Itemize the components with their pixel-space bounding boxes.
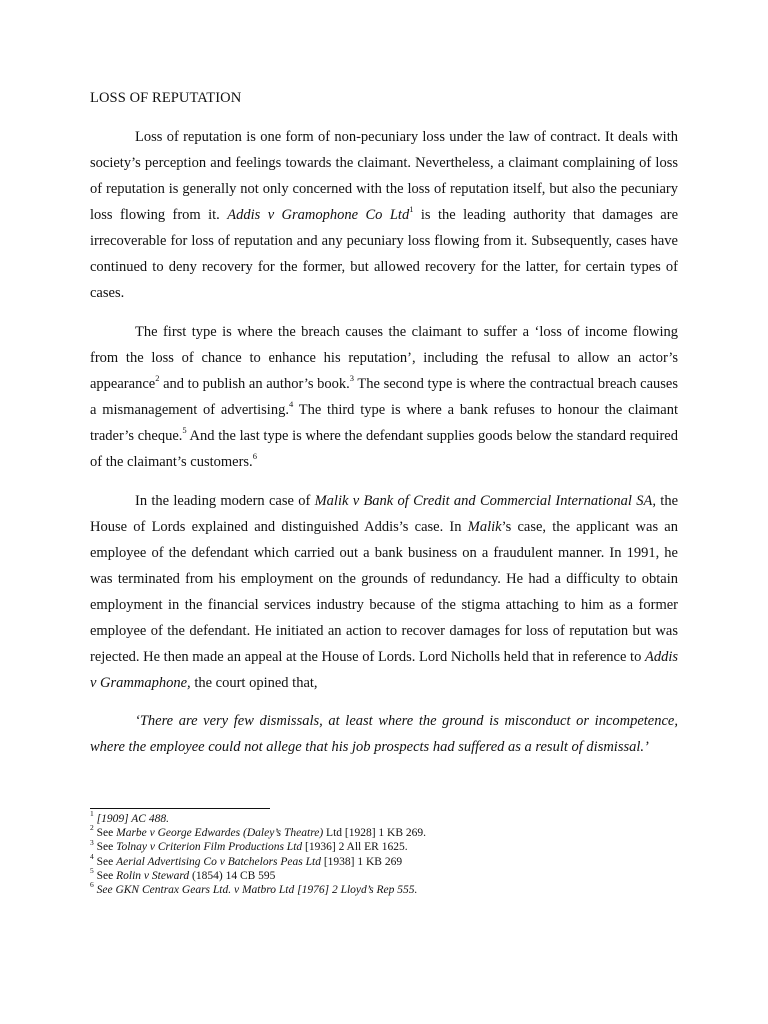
- footnote-number: 3: [90, 837, 94, 847]
- paragraph-2-text-b: and to publish an author’s book.: [159, 376, 350, 392]
- case-name-malik: Malik: [467, 519, 502, 535]
- paragraph-3-text-d: the court opined that,: [190, 675, 318, 691]
- paragraph-1-text-a: Loss of reputation is one form of non-pecuniary loss under the law of contract. It deals with society’s perception and feelings towards the claimant. Nevertheless, a claimant complaining of loss of reputation is generally not only concerned with the loss of reputation itself, but also the pecuniary loss flowing from it.: [90, 129, 678, 223]
- paragraph-3: [90, 488, 678, 696]
- footnote-divider: [90, 808, 270, 809]
- footnote-ref-4: 4: [288, 399, 294, 410]
- footnote-number: 1: [90, 809, 94, 819]
- footnotes: [90, 809, 678, 897]
- footnote-number: 6: [90, 880, 94, 890]
- footnote-3: [90, 837, 678, 854]
- footnote-1: [90, 809, 678, 826]
- case-name-malik-full: Malik v Bank of Credit and Commercial International SA,: [314, 493, 656, 509]
- footnote-ref-1: 1: [409, 204, 414, 215]
- footnote-citation: [1909] AC 488.: [96, 813, 169, 825]
- paragraph-3-text-c: ’s case, the applicant was an employee of the defendant which carried out a bank business on a fraudulent manner. In 1991, he was terminated from his employment on the grounds of redundancy. He had a difficulty to obtain employment in the financial services industry because of the stigma attaching to him as a former employee of the defendant. He initiated an action to recover damages for loss of reputation but was rejected. He then made an appeal at the House of Lords. Lord Nicholls held that in reference to: [90, 519, 678, 665]
- footnote-citation: Rolin v Steward: [116, 869, 190, 882]
- case-name-addis-grammaphone: Addis v Grammaphone,: [90, 649, 678, 691]
- footnote-citation: See GKN Centrax Gears Ltd. v Matbro Ltd [1976] 2 Lloyd’s Rep 555.: [96, 884, 418, 897]
- footnote-6: [90, 880, 678, 897]
- footnote-prefix: See: [96, 869, 117, 882]
- footnote-suffix: (1854) 14 CB 595: [189, 869, 276, 882]
- paragraph-2-text-d: The third type is where a bank refuses to honour the claimant trader’s cheque.: [90, 402, 678, 444]
- paragraph-3-text-b: the House of Lords explained and distinguished Addis’s case. In: [90, 493, 679, 535]
- footnote-2: [90, 823, 678, 840]
- footnote-suffix: [1936] 2 All ER 1625.: [302, 841, 408, 854]
- paragraph-1-text-b: is the leading authority that damages are irrecoverable for loss of reputation and any pecuniary loss flowing from it. Subsequently, cases have continued to deny recovery for the former, but allowed recovery for the latter, for certain types of cases.: [90, 207, 679, 301]
- paragraph-2-text-e: And the last type is where the defendant supplies goods below the standard required of the claimant’s customers.: [90, 428, 678, 470]
- paragraph-2: [90, 319, 678, 475]
- footnote-citation: Tolnay v Criterion Film Productions Ltd: [116, 841, 303, 854]
- case-name-addis: Addis v Gramophone Co Ltd: [227, 207, 410, 223]
- footnote-prefix: See: [96, 827, 117, 840]
- footnote-citation: Marbe v George Edwardes (Daley’s Theatre): [116, 827, 324, 840]
- footnote-suffix: [1938] 1 KB 269: [320, 855, 403, 868]
- footnote-suffix: Ltd [1928] 1 KB 269.: [323, 827, 427, 840]
- footnote-prefix: See: [96, 841, 117, 854]
- paragraph-3-text-a: In the leading modern case of: [135, 493, 315, 509]
- paragraph-1: [90, 124, 678, 306]
- footnote-number: 5: [90, 865, 94, 875]
- paragraph-2-text-a: The first type is where the breach causes the claimant to suffer a ‘loss of income flowing from the loss of chance to enhance his reputation’, including the refusal to allow an actor’s appearance: [90, 324, 678, 392]
- section-heading: LOSS OF REPUTATION: [90, 90, 242, 106]
- footnote-4: [90, 851, 678, 869]
- footnote-citation: Aerial Advertising Co v Batchelors Peas Ltd: [116, 855, 321, 868]
- footnote-5: [90, 865, 678, 883]
- paragraph-2-text-c: The second type is where the contractual breach causes a mismanagement of advertising.: [90, 376, 678, 418]
- footnote-number: 4: [90, 851, 94, 861]
- footnote-ref-6: 6: [252, 451, 257, 462]
- footnote-ref-3: 3: [349, 373, 355, 384]
- footnote-ref-2: 2: [155, 373, 160, 384]
- footnote-number: 2: [90, 823, 94, 833]
- block-quote: ‘There are very few dismissals, at least where the ground is misconduct or incompetence, where the employee could not allege that his job prospects had suffered as a result of dismissal.’: [90, 713, 678, 755]
- footnote-prefix: See: [96, 855, 117, 868]
- footnote-ref-5: 5: [182, 425, 187, 436]
